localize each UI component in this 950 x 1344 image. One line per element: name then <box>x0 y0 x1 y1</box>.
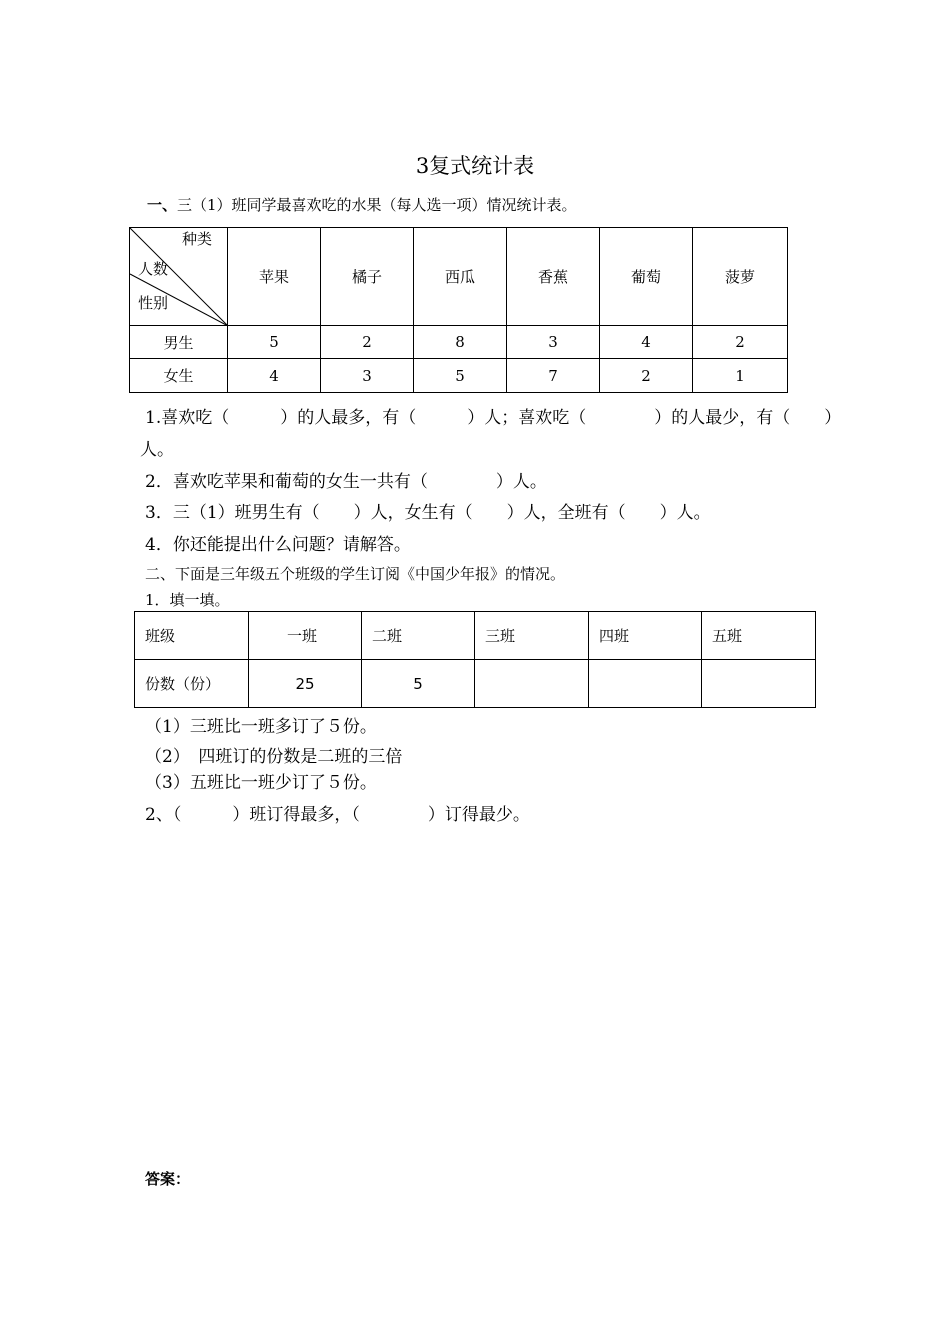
header-cell: 二班 <box>362 612 475 660</box>
header-cell: 一班 <box>249 612 362 660</box>
fruit-stats-table <box>129 227 788 393</box>
table-row <box>130 359 788 393</box>
value-cell <box>702 660 816 708</box>
header-cell: 班级 <box>135 612 249 660</box>
condition-1: （1）三班比一班多订了５份。 <box>145 717 377 737</box>
value-cell: 25 <box>249 660 362 708</box>
header-cell: 三班 <box>475 612 589 660</box>
page-title: 3复式统计表 <box>415 154 535 178</box>
table-cell: 8 <box>414 326 507 359</box>
header-cell: 四班 <box>589 612 702 660</box>
question-3: 3．三（1）班男生有（ ）人，女生有（ ）人，全班有（ ）人。 <box>145 503 711 523</box>
fruit-header: 菠萝 <box>693 228 788 326</box>
table-cell: 1 <box>693 359 788 393</box>
value-cell <box>475 660 589 708</box>
corner-label-count: 人数 <box>138 260 169 278</box>
table-cell: 2 <box>693 326 788 359</box>
table-cell: 3 <box>507 326 600 359</box>
fruit-header: 橘子 <box>321 228 414 326</box>
fruit-header: 西瓜 <box>414 228 507 326</box>
section1-heading <box>147 194 577 215</box>
fruit-header: 葡萄 <box>600 228 693 326</box>
table-row <box>135 612 816 660</box>
section1-number: 一、 <box>147 196 178 214</box>
answer-label: 答案： <box>145 1170 191 1188</box>
fruit-header: 香蕉 <box>507 228 600 326</box>
value-cell <box>589 660 702 708</box>
table-cell: 3 <box>321 359 414 393</box>
table-cell: 2 <box>600 359 693 393</box>
table-cell: 7 <box>507 359 600 393</box>
table-cell: 4 <box>600 326 693 359</box>
condition-3: （3）五班比一班少订了５份。 <box>145 773 377 793</box>
condition-2: （2） 四班订的份数是二班的三倍 <box>145 747 403 767</box>
question-2: 2．喜欢吃苹果和葡萄的女生一共有（ ）人。 <box>145 472 547 492</box>
row-label: 份数（份） <box>135 660 249 708</box>
table-row <box>135 660 816 708</box>
corner-label-type: 种类 <box>182 230 213 248</box>
row-label: 女生 <box>130 359 228 393</box>
question-1: 1.喜欢吃（ ）的人最多，有（ ）人；喜欢吃（ ）的人最少，有（ ） <box>145 408 842 428</box>
question-1-continued: 人。 <box>140 440 174 460</box>
table-cell: 5 <box>414 359 507 393</box>
corner-header-cell <box>130 228 228 326</box>
question-4: 4．你还能提出什么问题？请解答。 <box>145 535 411 555</box>
section2-subheading: 1．填一填。 <box>145 591 230 609</box>
fruit-header: 苹果 <box>228 228 321 326</box>
newspaper-subscription-table <box>134 611 816 708</box>
row-label: 男生 <box>130 326 228 359</box>
header-cell: 五班 <box>702 612 816 660</box>
section2-heading: 二、下面是三年级五个班级的学生订阅《中国少年报》的情况。 <box>145 565 566 583</box>
table-cell: 2 <box>321 326 414 359</box>
section1-heading-text: 三（1）班同学最喜欢吃的水果（每人选一项）情况统计表。 <box>177 196 577 214</box>
corner-label-gender: 性别 <box>138 294 169 312</box>
table-row <box>130 326 788 359</box>
table-cell: 5 <box>228 326 321 359</box>
question-2-2: 2、（ ）班订得最多，（ ）订得最少。 <box>145 805 530 825</box>
value-cell: 5 <box>362 660 475 708</box>
table-cell: 4 <box>228 359 321 393</box>
